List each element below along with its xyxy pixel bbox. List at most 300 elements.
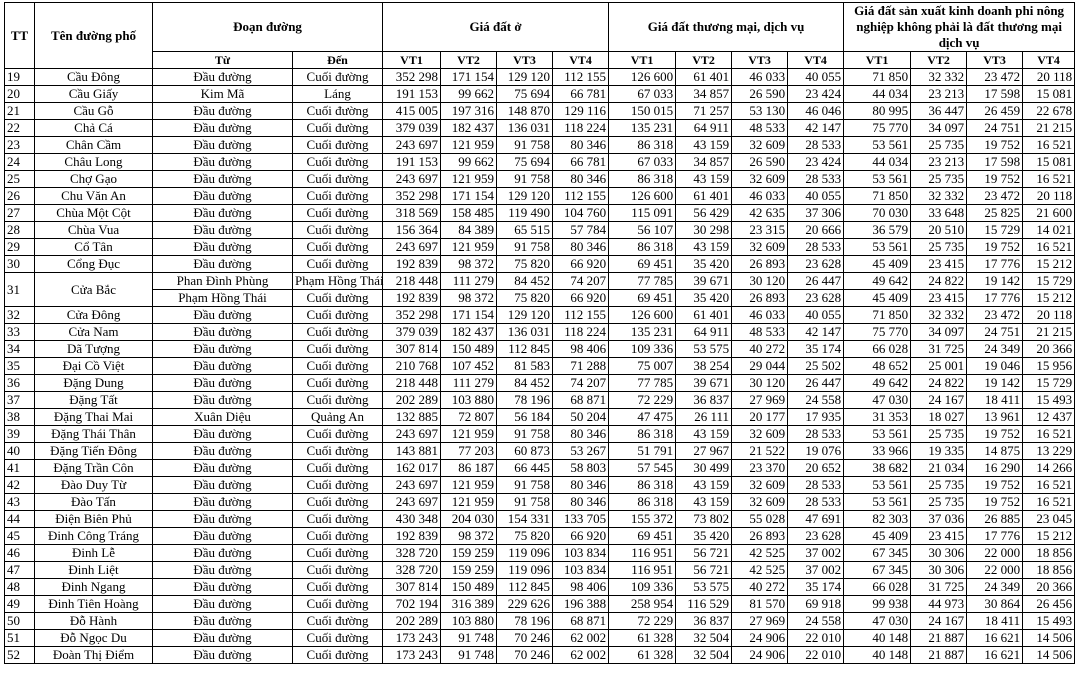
price-cell: 26 459 [967, 103, 1023, 120]
price-cell: 109 336 [609, 579, 676, 596]
price-cell: 80 346 [553, 137, 609, 154]
price-cell: 53 130 [732, 103, 788, 120]
street-name: Đặng Thai Mai [35, 409, 153, 426]
price-cell: 135 231 [609, 324, 676, 341]
price-cell: 66 445 [497, 460, 553, 477]
table-header [5, 3, 1075, 69]
price-cell: 158 485 [441, 205, 497, 222]
price-cell: 243 697 [383, 137, 441, 154]
price-cell: 24 558 [788, 392, 844, 409]
segment-from: Đầu đường [153, 171, 293, 188]
price-cell: 26 893 [732, 528, 788, 545]
price-cell: 53 561 [844, 426, 911, 443]
price-cell: 72 229 [609, 613, 676, 630]
price-cell: 20 177 [732, 409, 788, 426]
price-cell: 91 758 [497, 171, 553, 188]
street-name: Chả Cá [35, 120, 153, 137]
row-number: 38 [5, 409, 35, 426]
price-cell: 81 583 [497, 358, 553, 375]
price-cell: 78 196 [497, 613, 553, 630]
street-name: Cổ Tân [35, 239, 153, 256]
header-vt: VT3 [967, 52, 1023, 69]
segment-to: Cuối đường [293, 120, 383, 137]
price-cell: 28 533 [788, 239, 844, 256]
price-cell: 21 887 [911, 647, 967, 664]
price-cell: 21 887 [911, 630, 967, 647]
price-cell: 135 231 [609, 120, 676, 137]
price-cell: 16 521 [1023, 494, 1075, 511]
price-cell: 16 621 [967, 630, 1023, 647]
segment-to: Cuối đường [293, 562, 383, 579]
row-number: 37 [5, 392, 35, 409]
price-cell: 44 973 [911, 596, 967, 613]
price-cell: 61 328 [609, 647, 676, 664]
segment-from: Đầu đường [153, 205, 293, 222]
street-name: Đặng Tất [35, 392, 153, 409]
price-cell: 26 447 [788, 375, 844, 392]
table-row [5, 443, 1075, 460]
table-row [5, 307, 1075, 324]
price-cell: 26 111 [676, 409, 732, 426]
street-name: Cầu Đông [35, 69, 153, 86]
table-row [5, 256, 1075, 273]
price-cell: 68 871 [553, 392, 609, 409]
price-cell: 14 021 [1023, 222, 1075, 239]
price-cell: 67 033 [609, 154, 676, 171]
price-cell: 53 561 [844, 239, 911, 256]
segment-from: Đầu đường [153, 392, 293, 409]
table-row [5, 409, 1075, 426]
price-cell: 66 781 [553, 86, 609, 103]
price-cell: 20 118 [1023, 307, 1075, 324]
price-cell: 307 814 [383, 579, 441, 596]
price-cell: 19 142 [967, 273, 1023, 290]
price-cell: 318 569 [383, 205, 441, 222]
price-cell: 86 318 [609, 171, 676, 188]
segment-from: Đầu đường [153, 375, 293, 392]
price-cell: 47 691 [788, 511, 844, 528]
row-number: 33 [5, 324, 35, 341]
price-cell: 35 420 [676, 256, 732, 273]
land-price-table [4, 2, 1075, 664]
price-cell: 39 671 [676, 273, 732, 290]
row-number: 49 [5, 596, 35, 613]
price-cell: 18 411 [967, 613, 1023, 630]
price-cell: 98 372 [441, 290, 497, 307]
street-name: Dã Tượng [35, 341, 153, 358]
price-cell: 58 803 [553, 460, 609, 477]
street-name: Cửa Nam [35, 324, 153, 341]
price-cell: 98 406 [553, 341, 609, 358]
price-cell: 23 628 [788, 290, 844, 307]
price-cell: 243 697 [383, 494, 441, 511]
segment-to: Cuối đường [293, 392, 383, 409]
price-cell: 136 031 [497, 120, 553, 137]
street-name: Cổng Đục [35, 256, 153, 273]
price-cell: 34 857 [676, 86, 732, 103]
price-cell: 43 159 [676, 426, 732, 443]
segment-to: Cuối đường [293, 613, 383, 630]
price-cell: 67 345 [844, 562, 911, 579]
price-cell: 116 529 [676, 596, 732, 613]
price-cell: 191 153 [383, 86, 441, 103]
street-name: Chợ Gạo [35, 171, 153, 188]
price-cell: 32 609 [732, 239, 788, 256]
price-cell: 32 609 [732, 137, 788, 154]
price-cell: 32 504 [676, 630, 732, 647]
street-name: Chu Văn An [35, 188, 153, 205]
price-cell: 91 758 [497, 137, 553, 154]
segment-to: Cuối đường [293, 494, 383, 511]
price-cell: 19 752 [967, 171, 1023, 188]
price-cell: 84 389 [441, 222, 497, 239]
price-cell: 415 005 [383, 103, 441, 120]
price-cell: 25 825 [967, 205, 1023, 222]
price-cell: 111 279 [441, 375, 497, 392]
price-cell: 77 203 [441, 443, 497, 460]
price-cell: 16 521 [1023, 426, 1075, 443]
price-cell: 15 212 [1023, 528, 1075, 545]
price-cell: 19 752 [967, 137, 1023, 154]
header-vt: VT3 [732, 52, 788, 69]
row-number: 19 [5, 69, 35, 86]
table-row [5, 494, 1075, 511]
price-cell: 18 856 [1023, 562, 1075, 579]
price-cell: 202 289 [383, 613, 441, 630]
price-cell: 14 266 [1023, 460, 1075, 477]
price-cell: 37 002 [788, 545, 844, 562]
price-cell: 43 159 [676, 494, 732, 511]
price-cell: 53 561 [844, 494, 911, 511]
segment-to: Cuối đường [293, 630, 383, 647]
price-cell: 71 257 [676, 103, 732, 120]
price-cell: 182 437 [441, 120, 497, 137]
header-street: Tên đường phố [35, 3, 153, 69]
price-cell: 25 735 [911, 477, 967, 494]
price-cell: 17 598 [967, 154, 1023, 171]
price-cell: 24 751 [967, 120, 1023, 137]
segment-from: Đầu đường [153, 358, 293, 375]
segment-to: Cuối đường [293, 103, 383, 120]
street-name: Đặng Tiến Đông [35, 443, 153, 460]
segment-to: Phạm Hồng Thái [293, 273, 383, 290]
price-cell: 159 259 [441, 545, 497, 562]
price-cell: 36 579 [844, 222, 911, 239]
price-cell: 25 001 [911, 358, 967, 375]
price-cell: 34 857 [676, 154, 732, 171]
price-cell: 86 318 [609, 426, 676, 443]
price-cell: 42 525 [732, 545, 788, 562]
price-cell: 21 522 [732, 443, 788, 460]
price-cell: 22 678 [1023, 103, 1075, 120]
header-segment: Đoạn đường [153, 3, 383, 52]
price-cell: 31 725 [911, 579, 967, 596]
price-cell: 56 721 [676, 545, 732, 562]
row-number: 28 [5, 222, 35, 239]
price-cell: 118 224 [553, 120, 609, 137]
price-cell: 26 893 [732, 290, 788, 307]
segment-to: Cuối đường [293, 426, 383, 443]
price-cell: 40 055 [788, 69, 844, 86]
price-cell: 20 652 [788, 460, 844, 477]
price-cell: 32 504 [676, 647, 732, 664]
price-cell: 32 332 [911, 69, 967, 86]
segment-to: Cuối đường [293, 528, 383, 545]
segment-from: Đầu đường [153, 511, 293, 528]
segment-from: Đầu đường [153, 188, 293, 205]
segment-to: Cuối đường [293, 511, 383, 528]
price-cell: 218 448 [383, 273, 441, 290]
street-name: Chùa Vua [35, 222, 153, 239]
price-cell: 17 776 [967, 256, 1023, 273]
price-cell: 47 030 [844, 392, 911, 409]
price-cell: 66 920 [553, 528, 609, 545]
street-name: Cầu Giấy [35, 86, 153, 103]
segment-to: Cuối đường [293, 222, 383, 239]
price-cell: 38 682 [844, 460, 911, 477]
price-cell: 40 148 [844, 630, 911, 647]
price-cell: 121 959 [441, 137, 497, 154]
price-cell: 121 959 [441, 494, 497, 511]
row-number: 50 [5, 613, 35, 630]
segment-to: Cuối đường [293, 358, 383, 375]
header-commercial: Giá đất thương mại, dịch vụ [609, 3, 844, 52]
price-cell: 156 364 [383, 222, 441, 239]
table-row [5, 154, 1075, 171]
price-cell: 77 785 [609, 273, 676, 290]
street-name: Đinh Ngang [35, 579, 153, 596]
price-cell: 82 303 [844, 511, 911, 528]
price-cell: 173 243 [383, 630, 441, 647]
price-cell: 328 720 [383, 562, 441, 579]
price-cell: 16 521 [1023, 171, 1075, 188]
price-cell: 352 298 [383, 69, 441, 86]
price-cell: 24 167 [911, 613, 967, 630]
price-cell: 136 031 [497, 324, 553, 341]
price-cell: 196 388 [553, 596, 609, 613]
price-cell: 43 159 [676, 239, 732, 256]
price-cell: 74 207 [553, 273, 609, 290]
price-cell: 66 920 [553, 290, 609, 307]
price-cell: 53 267 [553, 443, 609, 460]
price-cell: 73 802 [676, 511, 732, 528]
segment-to: Cuối đường [293, 545, 383, 562]
price-cell: 27 969 [732, 392, 788, 409]
row-number: 41 [5, 460, 35, 477]
segment-from: Đầu đường [153, 341, 293, 358]
price-cell: 53 561 [844, 137, 911, 154]
table-row [5, 188, 1075, 205]
price-cell: 328 720 [383, 545, 441, 562]
price-cell: 154 331 [497, 511, 553, 528]
header-vt: VT2 [441, 52, 497, 69]
segment-to: Cuối đường [293, 239, 383, 256]
street-name: Đinh Công Tráng [35, 528, 153, 545]
price-cell: 65 515 [497, 222, 553, 239]
price-cell: 60 873 [497, 443, 553, 460]
segment-from: Đầu đường [153, 222, 293, 239]
segment-from: Đầu đường [153, 630, 293, 647]
segment-to: Cuối đường [293, 477, 383, 494]
price-cell: 26 590 [732, 154, 788, 171]
street-name: Cửa Bắc [35, 273, 153, 307]
segment-to: Cuối đường [293, 69, 383, 86]
price-cell: 69 918 [788, 596, 844, 613]
price-cell: 99 662 [441, 86, 497, 103]
segment-to: Cuối đường [293, 443, 383, 460]
row-number: 47 [5, 562, 35, 579]
price-cell: 50 204 [553, 409, 609, 426]
price-cell: 218 448 [383, 375, 441, 392]
price-cell: 51 791 [609, 443, 676, 460]
segment-from: Phan Đình Phùng [153, 273, 293, 290]
header-vt: VT2 [911, 52, 967, 69]
price-cell: 18 856 [1023, 545, 1075, 562]
segment-from: Đầu đường [153, 596, 293, 613]
price-cell: 40 148 [844, 647, 911, 664]
price-cell: 86 318 [609, 137, 676, 154]
header-to: Đến [293, 52, 383, 69]
row-number: 43 [5, 494, 35, 511]
row-number: 22 [5, 120, 35, 137]
price-cell: 56 184 [497, 409, 553, 426]
price-cell: 258 954 [609, 596, 676, 613]
price-cell: 99 938 [844, 596, 911, 613]
row-number: 29 [5, 239, 35, 256]
price-cell: 116 951 [609, 562, 676, 579]
price-cell: 57 784 [553, 222, 609, 239]
price-cell: 25 735 [911, 137, 967, 154]
price-cell: 53 561 [844, 477, 911, 494]
price-cell: 37 306 [788, 205, 844, 222]
price-cell: 62 002 [553, 647, 609, 664]
header-vt: VT1 [844, 52, 911, 69]
street-name: Đỗ Ngọc Du [35, 630, 153, 647]
price-cell: 159 259 [441, 562, 497, 579]
header-vt: VT4 [553, 52, 609, 69]
price-cell: 15 212 [1023, 290, 1075, 307]
segment-from: Đầu đường [153, 154, 293, 171]
price-cell: 49 642 [844, 273, 911, 290]
price-cell: 91 748 [441, 647, 497, 664]
row-number: 32 [5, 307, 35, 324]
price-cell: 27 969 [732, 613, 788, 630]
price-cell: 36 837 [676, 392, 732, 409]
price-cell: 702 194 [383, 596, 441, 613]
price-cell: 61 401 [676, 188, 732, 205]
segment-from: Đầu đường [153, 613, 293, 630]
price-cell: 84 452 [497, 375, 553, 392]
row-number: 46 [5, 545, 35, 562]
table-row [5, 137, 1075, 154]
street-name: Đào Duy Từ [35, 477, 153, 494]
price-cell: 66 028 [844, 579, 911, 596]
street-name: Chùa Một Cột [35, 205, 153, 222]
row-number: 35 [5, 358, 35, 375]
price-cell: 98 372 [441, 256, 497, 273]
price-cell: 98 372 [441, 528, 497, 545]
price-cell: 64 911 [676, 324, 732, 341]
price-cell: 32 609 [732, 171, 788, 188]
price-cell: 61 328 [609, 630, 676, 647]
price-cell: 30 298 [676, 222, 732, 239]
price-cell: 75 770 [844, 120, 911, 137]
price-cell: 112 845 [497, 341, 553, 358]
price-cell: 75 694 [497, 154, 553, 171]
row-number: 51 [5, 630, 35, 647]
row-number: 34 [5, 341, 35, 358]
price-cell: 26 590 [732, 86, 788, 103]
price-cell: 35 174 [788, 579, 844, 596]
price-cell: 19 752 [967, 426, 1023, 443]
price-cell: 15 493 [1023, 613, 1075, 630]
price-cell: 26 885 [967, 511, 1023, 528]
price-cell: 45 409 [844, 256, 911, 273]
price-cell: 307 814 [383, 341, 441, 358]
price-cell: 57 545 [609, 460, 676, 477]
table-row [5, 579, 1075, 596]
price-cell: 15 081 [1023, 86, 1075, 103]
price-cell: 53 575 [676, 579, 732, 596]
segment-to: Cuối đường [293, 579, 383, 596]
table-row [5, 562, 1075, 579]
street-name: Đinh Tiên Hoàng [35, 596, 153, 613]
price-cell: 109 336 [609, 341, 676, 358]
price-cell: 30 120 [732, 375, 788, 392]
price-cell: 30 306 [911, 562, 967, 579]
price-cell: 112 155 [553, 69, 609, 86]
price-cell: 47 030 [844, 613, 911, 630]
row-number: 24 [5, 154, 35, 171]
price-cell: 91 758 [497, 477, 553, 494]
price-cell: 46 033 [732, 188, 788, 205]
price-cell: 69 451 [609, 528, 676, 545]
segment-from: Đầu đường [153, 477, 293, 494]
price-cell: 129 120 [497, 69, 553, 86]
price-cell: 32 609 [732, 494, 788, 511]
price-cell: 24 906 [732, 647, 788, 664]
price-cell: 67 033 [609, 86, 676, 103]
price-cell: 31 725 [911, 341, 967, 358]
table-row [5, 528, 1075, 545]
segment-from: Đầu đường [153, 528, 293, 545]
price-cell: 24 751 [967, 324, 1023, 341]
price-cell: 197 316 [441, 103, 497, 120]
price-cell: 16 621 [967, 647, 1023, 664]
price-cell: 86 318 [609, 239, 676, 256]
price-cell: 25 735 [911, 494, 967, 511]
price-cell: 37 002 [788, 562, 844, 579]
price-cell: 16 521 [1023, 137, 1075, 154]
price-cell: 37 036 [911, 511, 967, 528]
segment-from: Đầu đường [153, 545, 293, 562]
price-cell: 23 415 [911, 290, 967, 307]
price-cell: 148 870 [497, 103, 553, 120]
price-cell: 192 839 [383, 528, 441, 545]
price-cell: 42 147 [788, 324, 844, 341]
table-row [5, 86, 1075, 103]
price-cell: 112 155 [553, 188, 609, 205]
price-cell: 40 272 [732, 341, 788, 358]
street-name: Đào Tấn [35, 494, 153, 511]
header-tt: TT [5, 3, 35, 69]
price-cell: 46 033 [732, 69, 788, 86]
segment-to: Cuối đường [293, 171, 383, 188]
row-number: 39 [5, 426, 35, 443]
table-row [5, 460, 1075, 477]
price-cell: 316 389 [441, 596, 497, 613]
price-cell: 56 721 [676, 562, 732, 579]
